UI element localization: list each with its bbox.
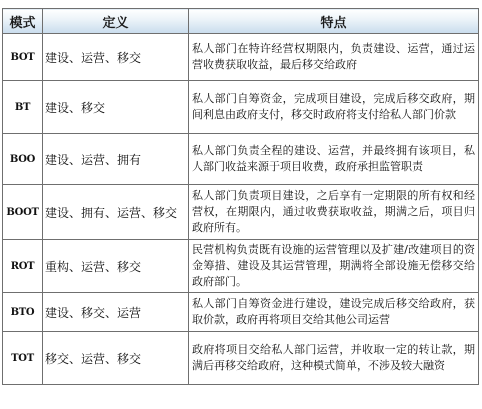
table-row (3, 134, 479, 185)
model-cell: BTO (3, 293, 43, 332)
ppp-models-table (2, 8, 479, 385)
model-cell: BT (3, 81, 43, 134)
table-row (3, 293, 479, 332)
definition-cell: 移交、运营、移交 (43, 332, 189, 385)
features-cell: 民营机构负责既有设施的运营管理以及扩建/改建项目的资金筹措、建设及其运营管理，期满将全部设施无偿移交给政府部门。 (189, 240, 479, 293)
model-cell: BOT (3, 34, 43, 81)
table-row (3, 34, 479, 81)
header-features: 特点 (189, 9, 479, 34)
features-cell: 私人部门负责全程的建设、运营，并最终拥有该项目，私人部门收益来源于项目收费，政府承担监管职责 (189, 134, 479, 185)
features-cell: 私人部门负责项目建设，之后享有一定期限的所有权和经营权，在期限内，通过收费获取收益，期满之后，项目归政府所有。 (189, 185, 479, 240)
table-row (3, 185, 479, 240)
model-cell: BOOT (3, 185, 43, 240)
table-row (3, 240, 479, 293)
table-header-row (3, 9, 479, 34)
model-cell: ROT (3, 240, 43, 293)
features-cell: 私人部门自筹资金，完成项目建设，完成后移交政府，期间利息由政府支付，移交时政府将支付给私人部门价款 (189, 81, 479, 134)
features-cell: 私人部门自筹资金进行建设，建设完成后移交给政府，获取价款，政府再将项目交给其他公司运营 (189, 293, 479, 332)
table-row (3, 332, 479, 385)
model-cell: BOO (3, 134, 43, 185)
ppp-models-table-container (2, 8, 478, 385)
header-definition: 定义 (43, 9, 189, 34)
model-cell: TOT (3, 332, 43, 385)
definition-cell: 建设、运营、拥有 (43, 134, 189, 185)
definition-cell: 建设、移交 (43, 81, 189, 134)
table-row (3, 81, 479, 134)
definition-cell: 建设、运营、移交 (43, 34, 189, 81)
features-cell: 政府将项目交给私人部门运营，并收取一定的转让款，期满后再移交给政府，这种模式简单，不涉及较大融资 (189, 332, 479, 385)
header-model: 模式 (3, 9, 43, 34)
definition-cell: 重构、运营、移交 (43, 240, 189, 293)
definition-cell: 建设、移交、运营 (43, 293, 189, 332)
definition-cell: 建设、拥有、运营、移交 (43, 185, 189, 240)
features-cell: 私人部门在特许经营权期限内，负责建设、运营，通过运营收费获取收益，最后移交给政府 (189, 34, 479, 81)
